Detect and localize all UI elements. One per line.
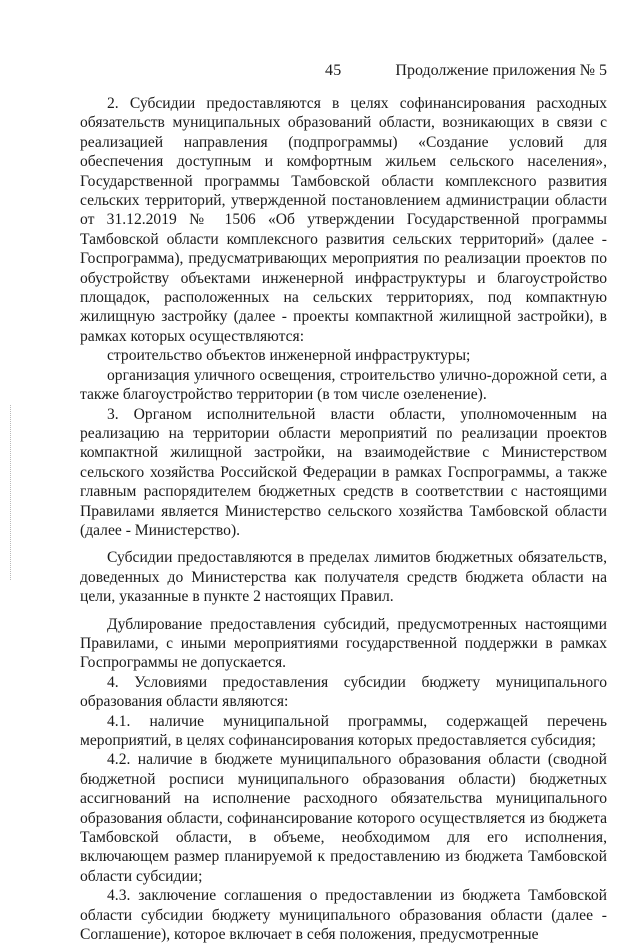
- paragraph-duplication: Дублирование предоставления субсидий, предусмотренных настоящими Правилами, с иными мероприятиями государственной поддержки в рамках Госпрограммы не допускается.: [80, 615, 607, 672]
- paragraph-item-4-1: 4.1. наличие муниципальной программы, содержащей перечень мероприятий, в целях софинансирования которых предоставляется субсидия;: [80, 712, 607, 749]
- page-number: 45: [325, 62, 342, 79]
- paragraph-item-4: 4. Условиями предоставления субсидии бюджету муниципального образования области являются:: [80, 673, 607, 711]
- paragraph-item-2: 2. Субсидии предоставляются в целях софинансирования расходных обязательств муниципальных образований области, возникающих в связи с реализацией направления (подпрограммы) «Создание условий для обеспечения доступным и комфортным жильем сельского населения», Государственной программы Тамбовской области комплексного развития сельских территорий, утвержденной постановлением администрации области от 31.12.2019 № 1506 «Об утверждении Государственной программы Тамбовской области комплексного развития сельских территорий» (далее - Госпрограмма), предусматривающих мероприятия по реализации проектов по обустройству объектами инженерной инфраструктуры и благоустройство площадок, расположенных на сельских территориях, под компактную жилищную застройку (далее - проекты компактной жилищной застройки), в рамках которых осуществляются:: [80, 95, 607, 345]
- appendix-continuation-label: Продолжение приложения № 5: [395, 62, 607, 79]
- paragraph-infrastructure-construction: строительство объектов инженерной инфраструктуры;: [107, 347, 471, 365]
- paragraph-item-4-3: 4.3. заключение соглашения о предоставлении из бюджета Тамбовской области субсидии бюджету муниципального образования области (далее - Соглашение), которое включает в себя положения, предусмотренные: [80, 887, 607, 944]
- paragraph-item-3: 3. Органом исполнительной власти области, уполномоченным на реализацию на территории области мероприятий по реализации проектов компактной жилищной застройки, на взаимодействие с Министерством сельского хозяйства Российской Федерации в рамках Госпрограммы, а также главным распорядителем бюджетных средств в соответствии с настоящими Правилами является Министерство сельского хозяйства Тамбовской области (далее - Министерство).: [80, 405, 607, 539]
- paragraph-street-lighting: организация уличного освещения, строительство улично-дорожной сети, а также благоустройство территории (в том числе озеленение).: [80, 366, 607, 404]
- document-body: [80, 94, 607, 944]
- scan-margin-mark: [10, 405, 12, 580]
- paragraph-subsidy-limits: Субсидии предоставляются в пределах лимитов бюджетных обязательств, доведенных до Министерства как получателя средств бюджета области на цели, указанные в пункте 2 настоящих Правил.: [80, 549, 607, 606]
- paragraph-item-4-2: 4.2. наличие в бюджете муниципального образования области (сводной бюджетной росписи муниципального образования области) бюджетных ассигнований на исполнение расходного обязательства муниципального образования области, софинансирование которого осуществляется из бюджета Тамбовской области, в объеме, необходимом для его исполнения, включающем размер планируемой к предоставлению из бюджета Тамбовской области субсидии;: [80, 751, 607, 885]
